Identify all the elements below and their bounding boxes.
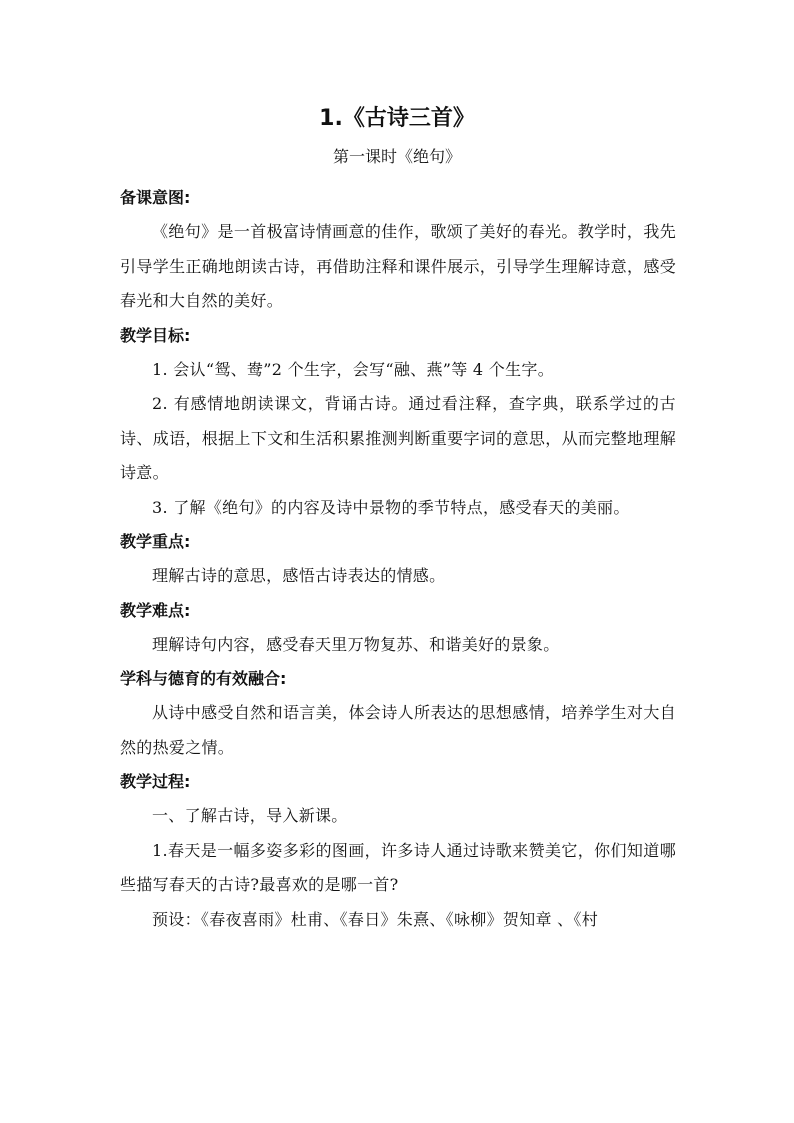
goal-item-1: 1. 会认“鸳、鸯”2 个生字，会写“融、燕”等 4 个生字。 bbox=[152, 359, 554, 379]
document-body bbox=[120, 181, 676, 937]
document-title: 1.《古诗三首》 bbox=[319, 106, 475, 131]
process-step-1: 一、了解古诗，导入新课。 bbox=[152, 806, 348, 825]
section-heading-moral: 学科与德育的有效融合: bbox=[120, 669, 287, 688]
intent-paragraph: 《绝句》是一首极富诗情画意的佳作，歌颂了美好的春光。教学时，我先引导学生正确地朗读古诗，再借助注释和课件展示，引导学生理解诗意，感受春光和大自然的美好。 bbox=[120, 222, 676, 310]
goal-item-2: 2. 有感情地朗读课文，背诵古诗。通过看注释，查字典，联系学过的古诗、成语，根据上下文和生活积累推测判断重要字词的意思，从而完整地理解诗意。 bbox=[120, 394, 676, 482]
moral-paragraph: 从诗中感受自然和语言美，体会诗人所表达的思想感情，培养学生对大自然的热爱之情。 bbox=[120, 703, 676, 757]
section-heading-goals: 教学目标: bbox=[120, 325, 191, 345]
goal-item-3: 3. 了解《绝句》的内容及诗中景物的季节特点，感受春天的美丽。 bbox=[152, 497, 630, 517]
document-subtitle: 第一课时《绝句》 bbox=[332, 147, 461, 166]
section-heading-key: 教学重点: bbox=[120, 532, 191, 551]
process-step-1-1: 1.春天是一幅多姿多彩的图画，许多诗人通过诗歌来赞美它，你们知道哪些描写春天的古诗?最喜欢的是哪一首? bbox=[120, 840, 676, 894]
process-preset: 预设：《春夜喜雨》杜甫、《春日》朱熹、《咏柳》贺知章 、《村 bbox=[152, 909, 599, 929]
section-heading-difficulty: 教学难点: bbox=[120, 600, 191, 620]
key-paragraph: 理解古诗的意思，感悟古诗表达的情感。 bbox=[152, 566, 446, 585]
difficulty-paragraph: 理解诗句内容，感受春天里万物复苏、和谐美好的景象。 bbox=[152, 634, 560, 654]
section-heading-process: 教学过程: bbox=[120, 772, 191, 791]
section-heading-intent: 备课意图: bbox=[120, 188, 191, 207]
